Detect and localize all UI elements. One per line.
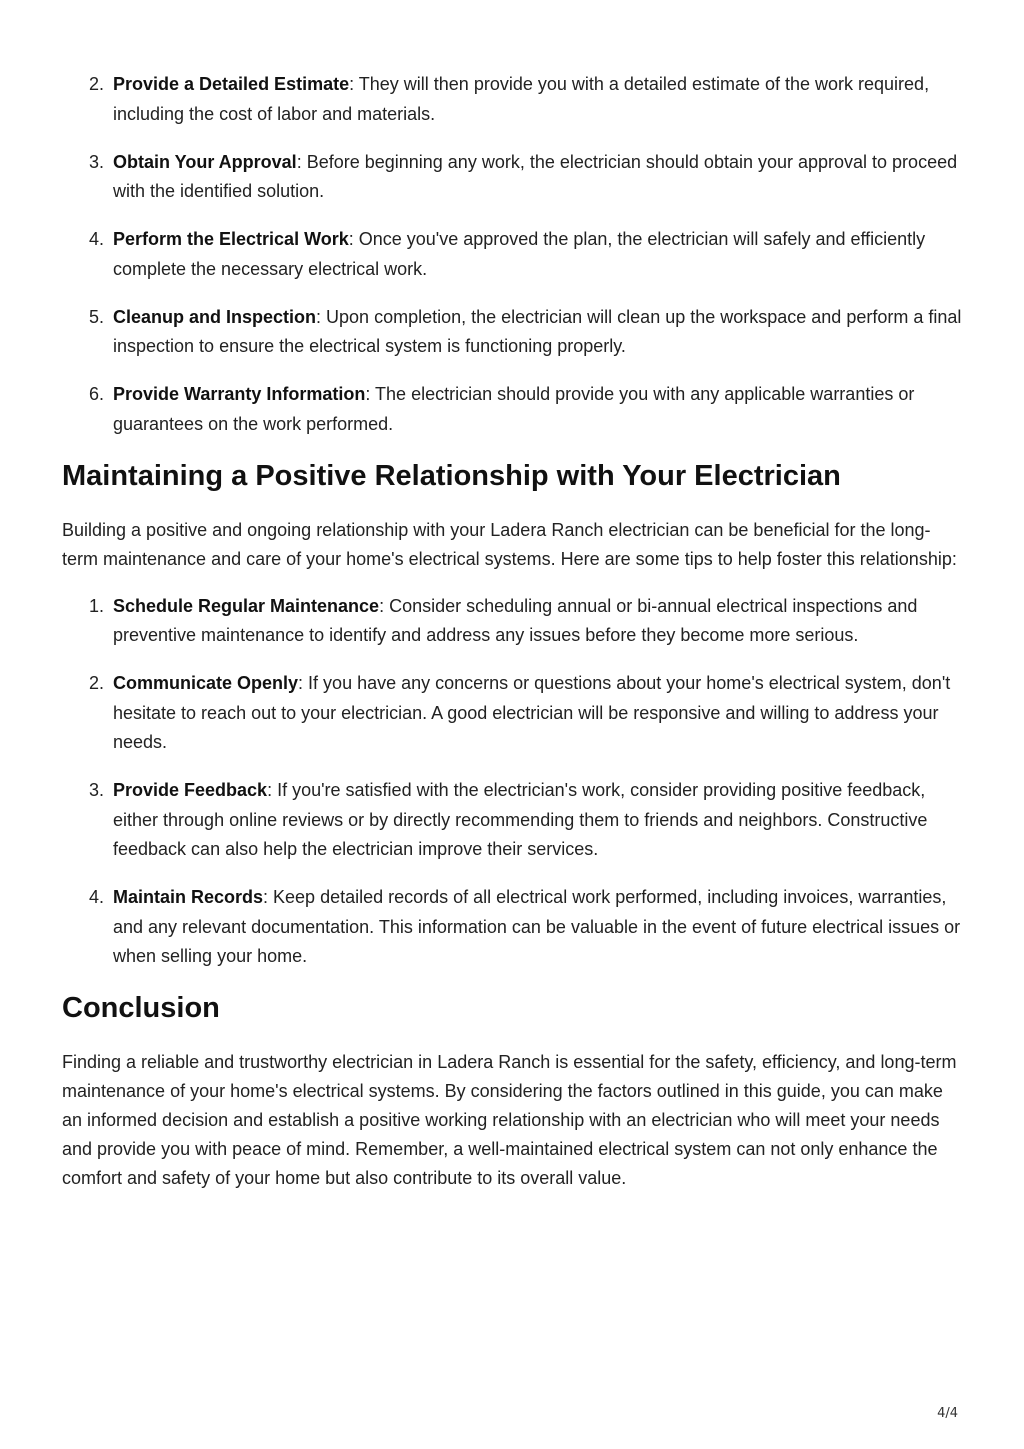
relationship-tips-list <box>62 592 962 972</box>
list-item <box>89 669 962 758</box>
list-number: 6. <box>89 384 105 404</box>
list-number: 5. <box>89 306 105 327</box>
document-page <box>62 70 962 1211</box>
conclusion-body: Finding a reliable and trustworthy electrician in Ladera Ranch is essential for the safety, efficiency, and long-term maintenance of your home's electrical systems. By considering the factors outlined in this guide, you can make an informed decision and establish a positive working relationship with an electrician who will meet your needs and provide you with peace of mind. Remember, a well-maintained electrical system can not only enhance the comfort and safety of your home but also contribute to its overall value. <box>62 1052 957 1188</box>
list-item-text: : Keep detailed records of all electrical work performed, including invoices, warranties, and any relevant documentation. This information can be valuable in the event of future electrical issues or when selling your home. <box>113 887 961 966</box>
list-number: 1. <box>89 595 105 616</box>
list-item <box>89 776 962 865</box>
list-number: 3. <box>89 151 105 172</box>
list-item-title: Provide a Detailed Estimate <box>113 74 350 94</box>
list-item <box>89 303 962 362</box>
list-item-title: Provide Warranty Information <box>113 384 366 404</box>
list-item-title: Schedule Regular Maintenance <box>113 595 380 616</box>
list-item-title: Obtain Your Approval <box>113 151 297 172</box>
list-item <box>89 225 962 284</box>
list-item <box>89 592 962 651</box>
list-number: 2. <box>89 74 105 94</box>
list-number: 4. <box>89 887 105 907</box>
process-steps-list <box>62 70 962 439</box>
list-item <box>89 883 962 972</box>
conclusion-heading: Conclusion <box>62 992 220 1024</box>
relationship-intro: Building a positive and ongoing relationship with your Ladera Ranch electrician can be beneficial for the long-term maintenance and care of your home's electrical systems. Here are some tips to help foster this relationship: <box>62 519 957 569</box>
list-item-title: Provide Feedback <box>113 780 268 800</box>
list-item-text: : Before beginning any work, the electrician should obtain your approval to proceed with the identified solution. <box>113 151 958 201</box>
list-item-text: : If you're satisfied with the electrician's work, consider providing positive feedback, either through online reviews or by directly recommending them to friends and neighbors. Constructive feedback can also help the electrician improve their services. <box>113 780 928 859</box>
relationship-heading: Maintaining a Positive Relationship with Your Electrician <box>62 459 841 492</box>
list-item-title: Cleanup and Inspection <box>113 306 317 327</box>
list-item <box>89 380 962 439</box>
list-item-text: : Once you've approved the plan, the electrician will safely and efficiently complete the necessary electrical work. <box>113 229 926 279</box>
list-item-title: Communicate Openly <box>113 673 299 693</box>
list-item <box>89 70 962 129</box>
list-item-text: : Consider scheduling annual or bi-annual electrical inspections and preventive maintenance to identify and address any issues before they become more serious. <box>113 595 918 645</box>
list-item-text: : The electrician should provide you with any applicable warranties or guarantees on the work performed. <box>113 384 915 434</box>
list-item-text: : They will then provide you with a detailed estimate of the work required, including the cost of labor and materials. <box>113 74 930 124</box>
list-item-text: : If you have any concerns or questions about your home's electrical system, don't hesitate to reach out to your electrician. A good electrician will be responsive and willing to address your needs. <box>113 673 951 752</box>
list-item <box>89 148 962 207</box>
list-item-text: : Upon completion, the electrician will clean up the workspace and perform a final inspection to ensure the electrical system is functioning properly. <box>113 306 962 356</box>
list-item-title: Maintain Records <box>113 887 264 907</box>
list-number: 2. <box>89 673 105 693</box>
list-number: 4. <box>89 229 105 249</box>
page-number: 4/4 <box>937 1406 958 1421</box>
list-number: 3. <box>89 780 105 800</box>
list-item-title: Perform the Electrical Work <box>113 229 349 249</box>
